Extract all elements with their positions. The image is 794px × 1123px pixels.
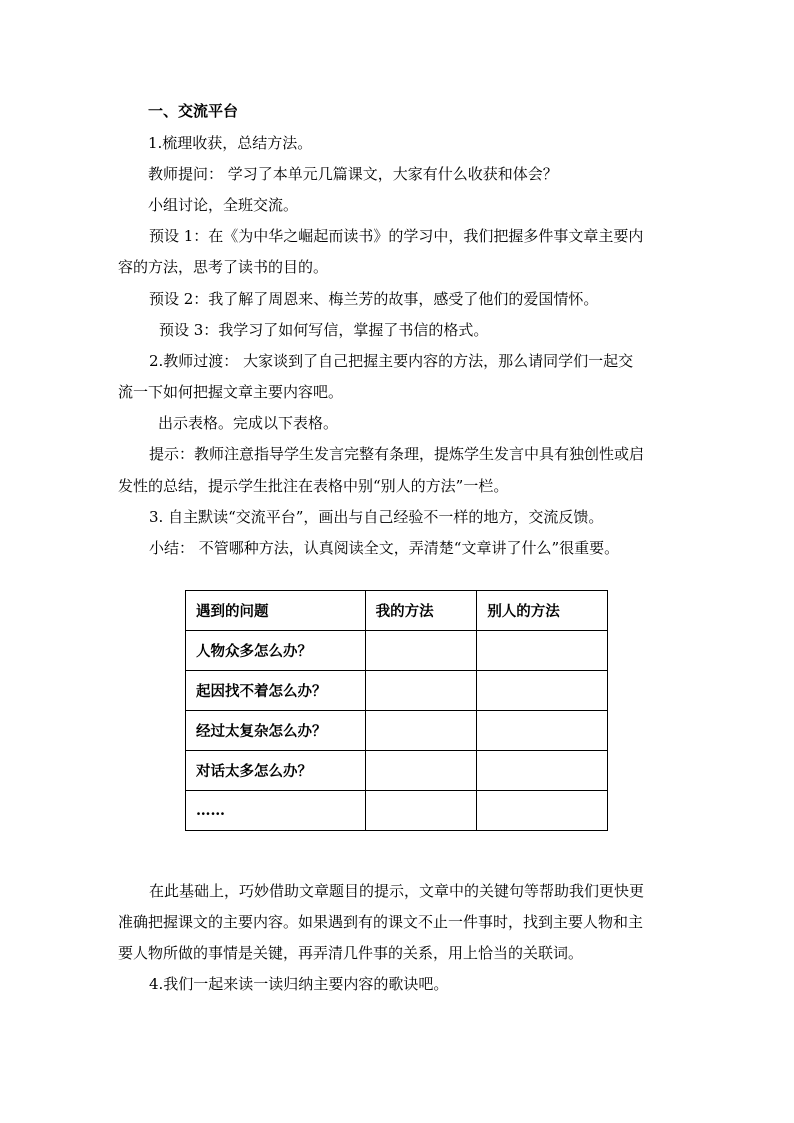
paragraph-teacher-question: 教师提问： 学习了本单元几篇课文，大家有什么收获和体会？ [148, 165, 558, 183]
table-row [186, 791, 608, 831]
paragraph-transition-line-2: 流一下如何把握文章主要内容吧。 [118, 383, 344, 401]
table-header-my-method: 我的方法 [365, 591, 477, 631]
table-cell-empty [477, 791, 608, 831]
table-cell-empty [365, 751, 477, 791]
table-header-others-method: 别人的方法 [477, 591, 608, 631]
table-cell-empty [477, 751, 608, 791]
paragraph-foundation-line-3: 要人物所做的事情是关键，再弄清几件事的关系，用上恰当的关联词。 [118, 944, 584, 962]
table-cell-empty [365, 791, 477, 831]
table-header-problem: 遇到的问题 [186, 591, 366, 631]
table-cell-empty [477, 711, 608, 751]
table-header-row [186, 591, 608, 631]
paragraph-preset-1-line-1: 预设 1：在《为中华之崛起而读书》的学习中，我们把握多件事文章主要内 [149, 227, 644, 245]
paragraph-step-3: 3. 自主默读“交流平台”，画出与自己经验不一样的地方，交流反馈。 [149, 508, 604, 526]
table-row [186, 631, 608, 671]
paragraph-1: 1.梳理收获，总结方法。 [148, 134, 313, 152]
table-cell-problem: 对话太多怎么办？ [186, 751, 366, 791]
paragraph-show-table: 出示表格。完成以下表格。 [158, 414, 339, 432]
paragraph-preset-2: 预设 2：我了解了周恩来、梅兰芳的故事，感受了他们的爱国情怀。 [149, 290, 599, 308]
table-cell-empty [365, 631, 477, 671]
table-cell-problem: 经过太复杂怎么办？ [186, 711, 366, 751]
table-cell-empty [477, 631, 608, 671]
paragraph-hint-line-1: 提示：教师注意指导学生发言完整有条理，提炼学生发言中具有独创性或启 [149, 445, 645, 463]
table-cell-problem: 人物众多怎么办？ [186, 631, 366, 671]
table-row [186, 671, 608, 711]
paragraph-preset-3: 预设 3：我学习了如何写信，掌握了书信的格式。 [159, 321, 489, 339]
paragraph-step-4: 4.我们一起来读一读归纳主要内容的歌诀吧。 [149, 975, 449, 993]
methods-table [185, 590, 608, 831]
table-row [186, 751, 608, 791]
paragraph-foundation-line-1: 在此基础上，巧妙借助文章题目的提示，文章中的关键句等帮助我们更快更 [149, 882, 645, 900]
table-cell-empty [365, 711, 477, 751]
paragraph-preset-1-line-2: 容的方法，思考了读书的目的。 [118, 258, 329, 276]
paragraph-transition-line-1: 2.教师过渡： 大家谈到了自己把握主要内容的方法，那么请同学们一起交 [149, 352, 634, 370]
paragraph-foundation-line-2: 准确把握课文的主要内容。如果遇到有的课文不止一件事时，找到主要人物和主 [118, 913, 644, 931]
table-cell-problem: …… [186, 791, 366, 831]
paragraph-summary: 小结： 不管哪种方法，认真阅读全文，弄清楚“文章讲了什么”很重要。 [149, 539, 620, 557]
table-row [186, 711, 608, 751]
section-heading: 一、交流平台 [148, 102, 239, 120]
table-cell-problem: 起因找不着怎么办？ [186, 671, 366, 711]
paragraph-group-discussion: 小组讨论，全班交流。 [148, 196, 299, 214]
table-cell-empty [365, 671, 477, 711]
paragraph-hint-line-2: 发性的总结，提示学生批注在表格中别“别人的方法”一栏。 [118, 477, 509, 495]
table-cell-empty [477, 671, 608, 711]
